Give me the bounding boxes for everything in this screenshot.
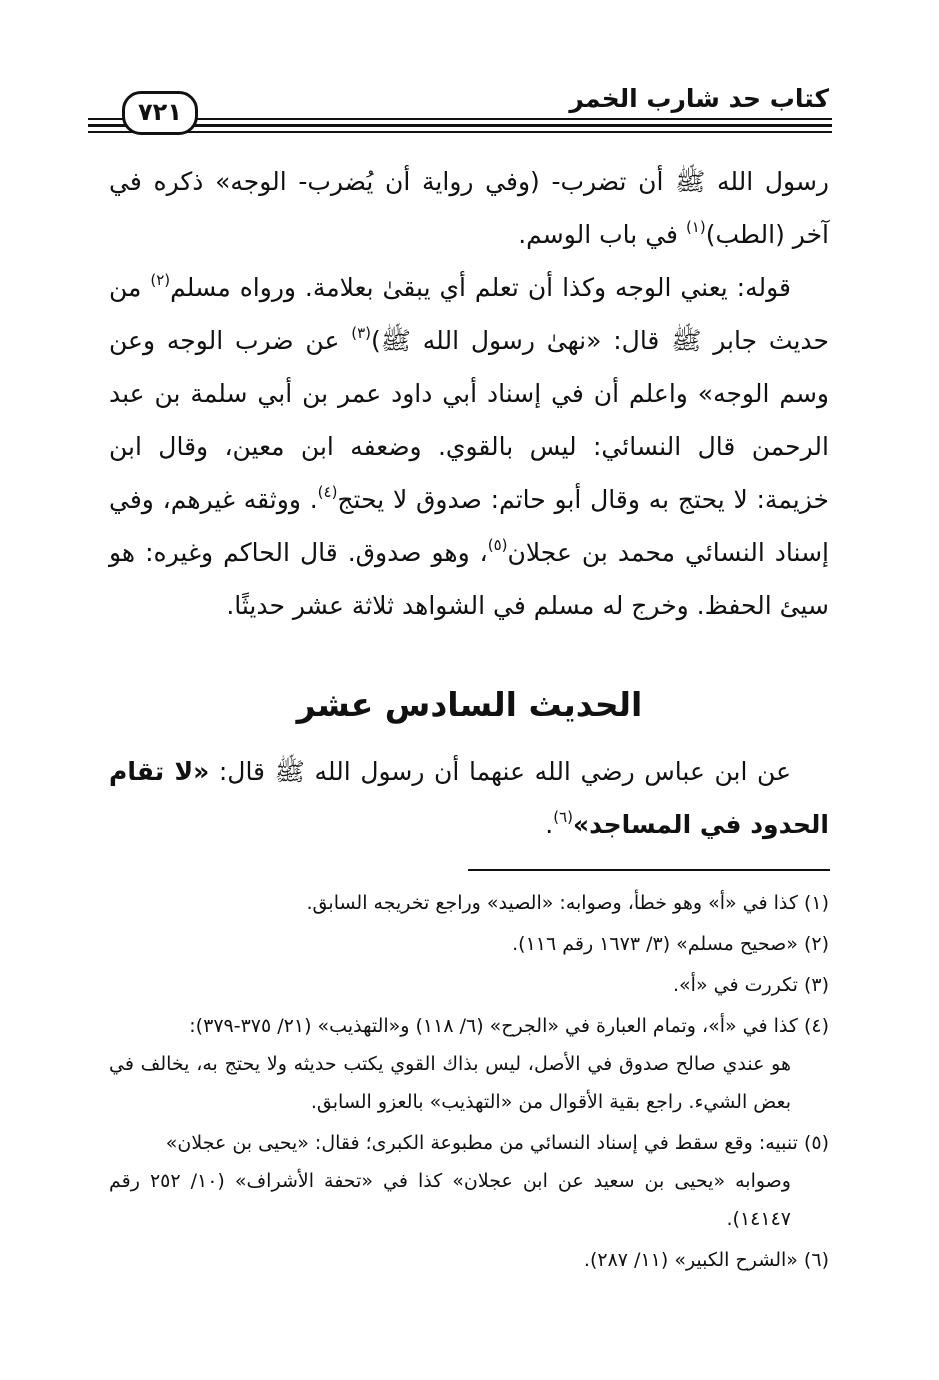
running-title: كتاب حد شارب الخمر — [569, 84, 829, 113]
footnote-ref: (٥) — [487, 536, 508, 554]
footnote: (٥) تنبيه: وقع سقط في إسناد النسائي من مطبوعة الكبرى؛ فقال: «يحيى بن عجلان» وصوابه «يحيى بن سعيد عن ابن عجلان» كذا في «تحفة الأشراف» (١٠/ ٢٥٢ رقم ١٤١٤٧). — [109, 1132, 829, 1230]
footnote-ref: (٦) — [553, 808, 573, 826]
footnote-ref: (٤) — [317, 483, 338, 501]
footnote-ref: (١) — [685, 218, 706, 236]
header-rule — [88, 118, 832, 120]
footnote: (٤) كذا في «أ»، وتمام العبارة في «الجرح» (٦/ ١١٨) و«التهذيب» (٢١/ ٣٧٥-٣٧٩): هو عندي صالح صدوق في الأصل، ليس بذاك القوي يكتب حديثه ولا يحتج به، يخالف في بعض الشيء. راجع بقية الأقوال من «التهذيب» بالعزو السابق. — [109, 1015, 829, 1113]
footnote-ref: (٢) — [150, 271, 171, 289]
paragraph: رسول الله ﷺ أن تضرب- (وفي رواية أن يُضرب- الوجه» ذكره في آخر (الطب)$^{(١)}$ في باب الوسم. — [109, 167, 829, 249]
paragraph: قوله: يعني الوجه وكذا أن تعلم أي يبقىٰ بعلامة. ورواه مسلم$^{(٢)}$ من حديث جابر ﷺ قال: «نهىٰ رسول الله ﷺ)$^{(٣)}$ عن ضرب الوجه وعن وسم الوجه» واعلم أن في إسناد أبي داود عمر بن أبي سلمة بن عبد الرحمن قال النسائي: ليس بالقوي. وضعفه ابن معين، وقال ابن خزيمة: لا يحتج به وقال أبو حاتم: صدوق لا يحتج$^{(٤)}$. ووثقه غيرهم، وفي إسناد النسائي محمد بن عجلان$^{(٥)}$، وهو صدوق. قال الحاكم وغيره: هو سيئ الحفظ. وخرج له مسلم في الشواهد ثلاثة عشر حديثًا. — [109, 271, 829, 620]
page-number: ٧٢١ — [122, 91, 198, 135]
header-rule — [88, 124, 832, 127]
footnote: (٣) تكررت في «أ». — [673, 974, 829, 996]
footnote-separator — [468, 869, 830, 871]
footnote: (١) كذا في «أ» وهو خطأ، وصوابه: «الصيد» وراجع تخريجه السابق. — [306, 892, 829, 914]
paragraph: عن ابن عباس رضي الله عنهما أن رسول الله ﷺ قال: «لا تقام الحدود في المساجد»$^{(٦)}$. — [109, 757, 829, 839]
footnote-ref: (٣) — [351, 324, 371, 342]
footnote: (٢) «صحيح مسلم» (٣/ ١٦٧٣ رقم ١١٦). — [512, 933, 829, 955]
section-heading: الحديث السادس عشر — [296, 685, 643, 724]
footnote: (٦) «الشرح الكبير» (١١/ ٢٨٧). — [583, 1249, 829, 1271]
header-rule — [88, 131, 832, 133]
footnotes — [109, 884, 829, 1282]
hadith-text — [109, 745, 829, 851]
main-text — [109, 155, 829, 632]
